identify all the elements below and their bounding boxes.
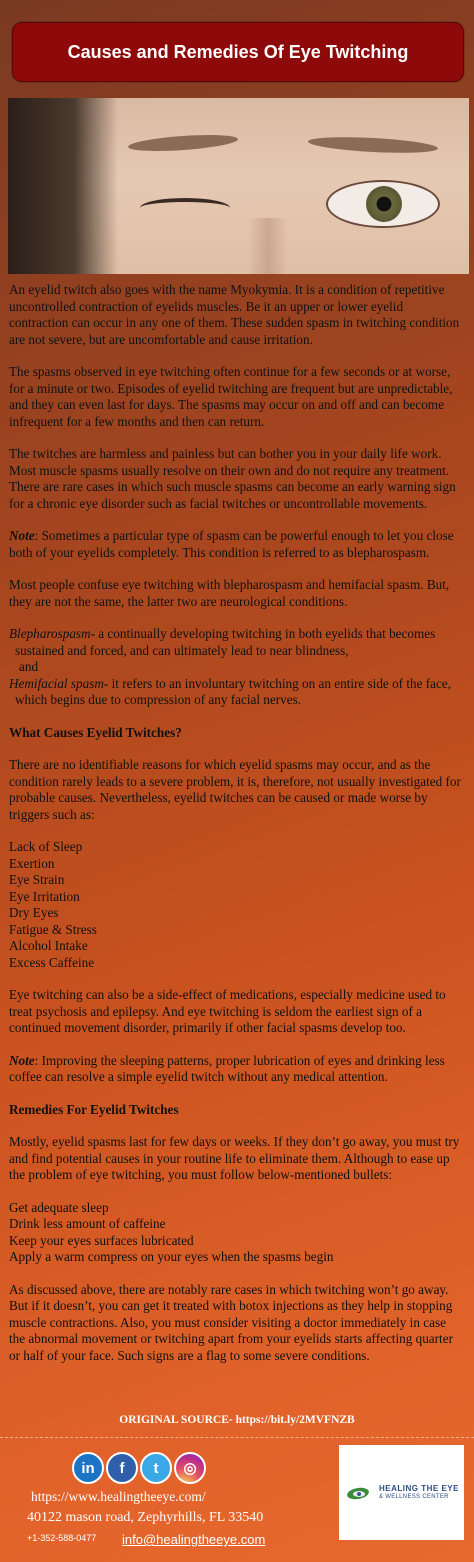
eye-leaf-icon [345, 1485, 375, 1501]
paragraph-duration: The spasms observed in eye twitching often continue for a few seconds or at worse, for a minute or two. Episodes of eyelid twitching are frequent but are unpredictable, and they can even last for days. The spasms may occur on and off and can become infrequent for a few months and then can return. [9, 364, 453, 429]
footer-divider [0, 1437, 474, 1438]
definition-term: Hemifacial spasm [9, 675, 104, 691]
list-item: Dry Eyes [9, 905, 59, 920]
list-item: Get adequate sleep [9, 1199, 109, 1215]
list-item: Drink less amount of caffeine [9, 1216, 166, 1231]
heading-remedies: Remedies For Eyelid Twitches [9, 1101, 179, 1117]
list-item: Exertion [9, 855, 55, 871]
left-eyebrow [128, 132, 239, 154]
definition-blepharospasm-cont: sustained and forced, and can ultimately lead to near blindness, [15, 642, 349, 658]
list-item: Apply a warm compress on your eyes when the spasms begin [9, 1249, 334, 1264]
linkedin-icon[interactable]: in [72, 1452, 104, 1484]
list-item: Eye Strain [9, 872, 65, 887]
list-item: Fatigue & Stress [9, 921, 97, 937]
paragraph-botox: As discussed above, there are notably rare cases in which twitching won’t go away. But if it doesn’t, you can get it treated with botox injections as they help in stopping muscle contractions. Also, you must consider visiting a doctor immediately in case the abnormal movement or twitching apart from your eyelids starts affecting quarter or half of your face. Such signs are a flag to some severe conditions. [9, 1281, 453, 1363]
title-banner [12, 22, 464, 82]
definition-text: - a continually developing twitching in both eyelids that becomes [90, 626, 436, 641]
definition-hemifacial-cont: which begins due to compression of any facial nerves. [15, 692, 302, 707]
phone-number: +1-352-588-0477 [27, 1533, 97, 1543]
remedies-list [9, 1200, 465, 1266]
hero-image [8, 98, 469, 274]
logo [339, 1445, 464, 1540]
definition-term: Blepharospasm [9, 626, 91, 641]
paragraph-medications: Eye twitching can also be a side-effect of medications, especially medicine used to treat psychosis and epilepsy. And eye twitching is seldom the earliest sign of a continued movement disorder, primarily if other facial spasms develop too. [9, 987, 446, 1035]
paragraph-harmless: The twitches are harmless and painless but can bother you in your daily life work. Most muscle spasms usually resolve on their own and do not require any treatment. There are rare cases in which such muscle spasms can become an early warning sign for a chronic eye disorder such as facial twitches or uncontrollable movements. [9, 446, 456, 511]
address: 40122 mason road, Zephyrhills, FL 33540 [27, 1510, 264, 1525]
open-eye [326, 180, 440, 228]
logo-line-1: HEALING THE EYE [379, 1484, 459, 1493]
paragraph-intro: An eyelid twitch also goes with the name Myokymia. It is a condition of repetitive uncontrolled contraction of eyelids muscles. Be it an upper or lower eyelid contraction can occur in any one of them. These sudden spasm in twitching condition are not severe, but are uncomfortable and cause irritation. [9, 282, 460, 347]
nose-shadow [248, 218, 288, 274]
page-title: Causes and Remedies Of Eye Twitching [67, 41, 409, 62]
original-source: ORIGINAL SOURCE- https://bit.ly/2MVFNZB [119, 1414, 355, 1426]
website-link[interactable]: https://www.healingtheeye.com/ [31, 1489, 206, 1504]
list-item: Eye Irritation [9, 888, 80, 904]
instagram-icon[interactable]: ◎ [174, 1452, 206, 1484]
definition-and: and [19, 659, 39, 674]
email-link[interactable]: info@healingtheeye.com [122, 1532, 266, 1547]
facebook-icon[interactable]: f [106, 1452, 138, 1484]
right-eyebrow [308, 135, 439, 156]
note-text: : Improving the sleeping patterns, proper lubrication of eyes and drinking less coffee can resolve a simple eyelid twitch without any medical attention. [9, 1052, 445, 1084]
list-item: Excess Caffeine [9, 954, 95, 970]
note-label: Note [9, 1052, 35, 1068]
social-links [72, 1452, 206, 1484]
definition-text: - it refers to an involuntary twitching on an entire side of the face, [103, 675, 452, 691]
note-label: Note [9, 528, 35, 543]
logo-line-2: & WELLNESS CENTER [379, 1494, 449, 1500]
iris [366, 186, 402, 222]
list-item: Keep your eyes surfaces lubricated [9, 1232, 194, 1248]
article-body [9, 282, 465, 1380]
list-item: Alcohol Intake [9, 938, 88, 953]
twitter-icon[interactable]: t [140, 1452, 172, 1484]
paragraph-remedies-intro: Mostly, eyelid spasms last for few days or weeks. If they don’t go away, you must try and find potential causes in your routine life to eliminate them. Although to ease up the problem of eye twitching, you must follow below-mentioned bullets: [9, 1134, 460, 1182]
note-sleep [9, 1053, 465, 1086]
definition-blepharospasm [9, 626, 465, 643]
list-item: Lack of Sleep [9, 839, 83, 854]
closed-eye [140, 198, 230, 218]
heading-causes: What Causes Eyelid Twitches? [9, 724, 182, 740]
paragraph-triggers: There are no identifiable reasons for which eyelid spasms may occur, and as the condition rarely leads to a severe problem, it is, therefore, not usually investigated for probable causes. Nevertheless, eyelid twitches can be caused or made worse by triggers such as: [9, 757, 461, 822]
hero-hair [8, 98, 118, 274]
note-text: : Sometimes a particular type of spasm can be powerful enough to let you close both of your eyelids completely. This condition is referred to as blepharospasm. [9, 528, 454, 560]
logo-inner [345, 1481, 459, 1505]
definition-hemifacial [9, 676, 465, 693]
note-blepharospasm [9, 528, 465, 561]
causes-list [9, 839, 465, 971]
paragraph-confusion: Most people confuse eye twitching with blepharospasm and hemifacial spasm. But, they are not the same, the latter two are neurological conditions. [9, 577, 450, 609]
logo-text [379, 1484, 459, 1502]
